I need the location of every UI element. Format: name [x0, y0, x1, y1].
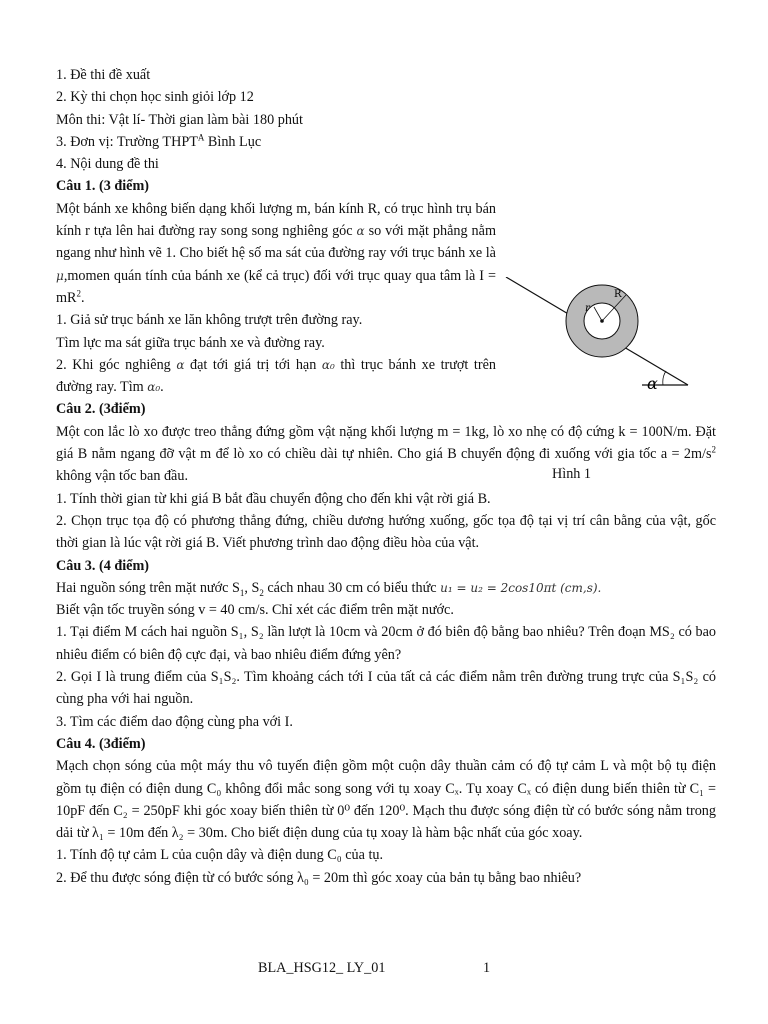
question-1-sub-1: 1. Giả sử trục bánh xe lăn không trượt trên đường ray. — [56, 312, 363, 329]
exam-page — [56, 64, 716, 889]
label-R: R — [614, 289, 622, 301]
question-4-sub-2: 2. Để thu được sóng điện từ có bước sóng λ₀ = 20m thì góc xoay của bản tụ bằng bao nhiêu? — [56, 869, 582, 886]
question-3-title: Câu 3. (4 điểm) — [56, 557, 150, 574]
label-alpha: α — [647, 374, 658, 394]
question-3-text: Hai nguồn sóng trên mặt nước $S_1$, $S_2$ cách nhau 30 cm có biểu thức u₁ = u₂ = 2cos10πt (cm,s). — [56, 579, 602, 598]
question-2-sub-1: 1. Tính thời gian từ khi giá B bắt đầu chuyển động cho đến khi vật rời giá B. — [56, 490, 491, 507]
question-3-sub-1: 1. Tại điểm M cách hai nguồn S₁, S₂ lần lượt là 10cm và 20cm ở đó biên độ bằng bao nhiêu? Trên đoạn MS₂ có bao nhiêu điểm có biên độ cực đại, và bao nhiêu điểm đứng yên? — [56, 624, 716, 663]
header-line-2: 2. Kỳ thi chọn học sinh giỏi lớp 12 — [56, 89, 254, 106]
question-4-sub-1: 1. Tính độ tự cảm L của cuộn dây và điện dung C₀ của tụ. — [56, 847, 384, 864]
figure-1 — [502, 277, 702, 487]
question-3-text-2: Biết vận tốc truyền sóng v = 40 cm/s. Chỉ xét các điểm trên mặt nước. — [56, 602, 454, 619]
wheel-on-incline-diagram — [502, 277, 702, 447]
question-3-sub-2: 2. Gọi I là trung điểm của S₁S₂. Tìm khoảng cách tới I của tất cả các điểm nằm trên đường trung trực của S₁S₂ có cùng pha với hai nguồn. — [56, 669, 716, 708]
question-1-sub-2: 2. Khi góc nghiêng α đạt tới giá trị tới hạn α₀ thì trục bánh xe trượt trên đường ray. Tìm α₀. — [56, 356, 496, 396]
question-4-title: Câu 4. (3điểm) — [56, 735, 146, 752]
question-3-sub-3: 3. Tìm các điểm dao động cùng pha với I. — [56, 713, 293, 730]
header-line-5: 4. Nội dung đề thi — [56, 156, 159, 173]
header-line-4: 3. Đơn vị: Trường $THPT^A$ Bình Lục — [56, 132, 262, 150]
question-1-title: Câu 1. (3 điểm) — [56, 178, 150, 195]
wave-formula: u₁ = u₂ = 2cos10πt (cm,s). — [440, 580, 602, 595]
question-4-text: Mạch chọn sóng của một máy thu vô tuyến điện gồm một cuộn dây thuần cảm có độ tự cảm L và một bộ tụ điện gồm tụ điện có điện dung C₀ không đổi mắc song song với tụ xoay Cₓ. Tụ xoay Cₓ có điện dung biến thiên từ C₁ = 10pF đến C₂ = 250pF khi góc xoay biến thiên từ 0⁰ đến 120⁰. Mạch thu được sóng điện từ có bước sóng nằm trong dải từ λ₁ = 10m đến λ₂ = 30m. Cho biết điện dung của tụ xoay là hàm bậc nhất của góc xoay. — [56, 758, 716, 842]
question-2-text: Một con lắc lò xo được treo thẳng đứng gồm vật nặng khối lượng m = 1kg, lò xo nhẹ có độ cứng k = 100N/m. Đặt giá B nằm ngang đỡ vật m để lò xo có chiều dài tự nhiên. Cho giá B chuyển động đi xuống với gia tốc $a = 2m/s^2$ không vận tốc ban đầu. — [56, 423, 716, 485]
figure-1-caption: Hình 1 — [552, 466, 592, 483]
question-3 — [56, 555, 716, 733]
question-2-title: Câu 2. (3điểm) — [56, 401, 146, 418]
label-r: r — [585, 303, 590, 315]
page-number: 1 — [483, 960, 491, 976]
header-line-1: 1. Đề thi đề xuất — [56, 67, 151, 83]
angle-arc — [663, 371, 666, 385]
question-1-sub-1b: Tìm lực ma sát giữa trục bánh xe và đường ray. — [56, 334, 325, 351]
question-2-sub-2: 2. Chọn trục tọa độ có phương thẳng đứng, chiều dương hướng xuống, gốc tọa độ tại vị trí cân bằng của vật, gốc thời gian là lúc vật rời giá B. Viết phương trình dao động điều hòa của vật. — [56, 512, 716, 552]
question-4 — [56, 733, 716, 889]
document-code: BLA_HSG12_ LY_01 — [258, 960, 386, 976]
question-1-text: Một bánh xe không biến dạng khối lượng m, bán kính R, có trục hình trụ bán kính r tựa lên hai đường ray song song nghiêng góc α so với mặt phẳng nằm ngang như hình vẽ 1. Cho biết hệ số ma sát của đường ray với trục bánh xe là μ,momen quán tính của bánh xe (kể cả trục) đối với trục quay qua tâm là $I = mR^2$. — [56, 200, 496, 306]
header-line-3: Môn thi: Vật lí- Thời gian làm bài 180 phút — [56, 111, 303, 128]
